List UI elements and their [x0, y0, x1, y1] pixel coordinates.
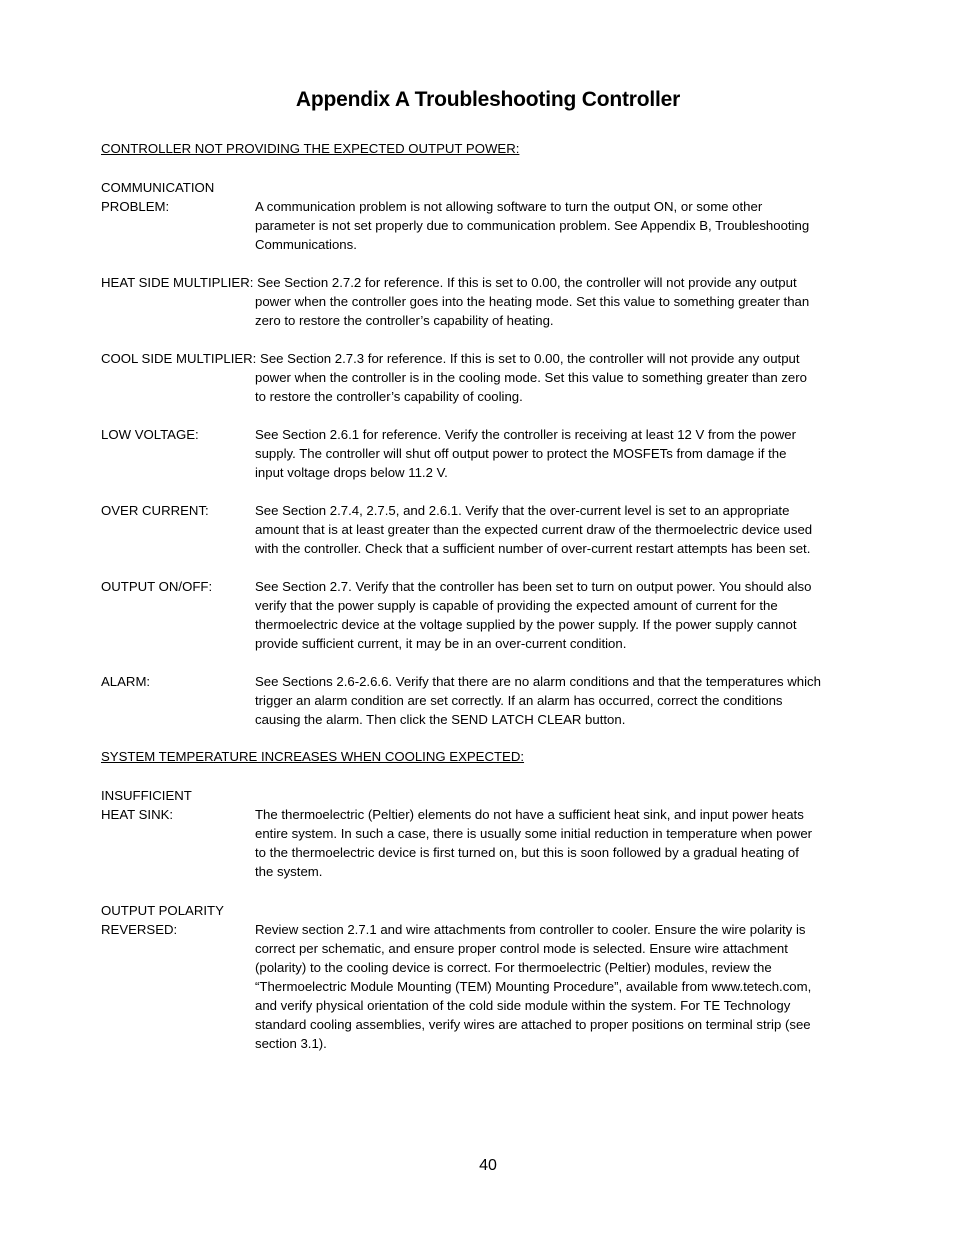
- entry-label: [101, 178, 214, 216]
- entry-text-rest: power when the controller is in the cooling mode. Set this value to something greater than zero to restore the controller’s capability of cooling.: [255, 370, 807, 404]
- entry-text: Review section 2.7.1 and wire attachments from controller to cooler. Ensure the wire polarity is correct per schematic, and ensure proper control mode is selected. Ensure wire attachment (polarity) to the cooling device is correct. For thermoelectric (Peltier) modules, review the “Thermoelectric Module Mounting (TEM) Mounting Procedure”, available from www.tetech.com, and verify physical orientation of the cold side module within the system. For TE Technology standard cooling assemblies, verify wires are attached to proper positions on terminal strip (see section 3.1).: [255, 922, 812, 1051]
- section-heading-temperature-increases: SYSTEM TEMPERATURE INCREASES WHEN COOLING EXPECTED:: [101, 749, 525, 764]
- entry-label: [101, 901, 224, 939]
- entry-text-first: See Section 2.7.3 for reference. If this is set to 0.00, the controller will not provide any output: [260, 351, 800, 366]
- entry-label: LOW VOLTAGE:: [101, 427, 199, 442]
- entry-text: See Section 2.7.4, 2.7.5, and 2.6.1. Verify that the over-current level is set to an appropriate amount that is at least greater than the expected current draw of the thermoelectric device used with the controller. Check that a sufficient number of over-current restart attempts has been set.: [255, 503, 813, 556]
- entry-first-line: [101, 273, 877, 292]
- label-line-1: OUTPUT POLARITY: [101, 903, 224, 918]
- entry-text-rest: power when the controller goes into the heating mode. Set this value to something greater than zero to restore the controller’s capability of heating.: [255, 294, 810, 328]
- label-line-2: HEAT SINK:: [101, 807, 174, 822]
- entry-text: See Section 2.7. Verify that the controller has been set to turn on output power. You should also verify that the power supply is capable of providing the expected amount of current for the thermoelectric device at the voltage supplied by the power supply. If the power supply cannot provide sufficient current, it may be in an over-current condition.: [255, 579, 812, 651]
- entry-text: The thermoelectric (Peltier) elements do not have a sufficient heat sink, and input power heats entire system. In such a case, there is usually some initial reduction in temperature when power to the thermoelectric device is first turned on, but this is soon followed by a gradual heating of the system.: [255, 807, 813, 879]
- entry-label: OVER CURRENT:: [101, 503, 209, 518]
- label-line-1: INSUFFICIENT: [101, 788, 192, 803]
- label-line-2: PROBLEM:: [101, 199, 170, 214]
- label-line-2: REVERSED:: [101, 922, 178, 937]
- entry-label: COOL SIDE MULTIPLIER:: [101, 351, 257, 366]
- entry-text: A communication problem is not allowing software to turn the output ON, or some other parameter is not set properly due to communication problem. See Appendix B, Troubleshooting Communications.: [255, 199, 810, 252]
- page-title: Appendix A Troubleshooting Controller: [295, 88, 681, 111]
- entry-label: ALARM:: [101, 674, 151, 689]
- label-line-1: COMMUNICATION: [101, 180, 215, 195]
- entry-label: OUTPUT ON/OFF:: [101, 579, 213, 594]
- entry-label: [101, 786, 192, 824]
- entry-text: See Section 2.6.1 for reference. Verify the controller is receiving at least 12 V from the power supply. The controller will shut off output power to protect the MOSFETs from damage if the input voltage drops below 11.2 V.: [255, 427, 796, 480]
- section-heading-output-power: CONTROLLER NOT PROVIDING THE EXPECTED OUTPUT POWER:: [101, 141, 520, 156]
- entry-text-first: See Section 2.7.2 for reference. If this is set to 0.00, the controller will not provide any output: [257, 275, 797, 290]
- entry-label: HEAT SIDE MULTIPLIER:: [101, 275, 254, 290]
- entry-first-line: [101, 349, 877, 368]
- entry-text: See Sections 2.6-2.6.6. Verify that there are no alarm conditions and that the temperatures which trigger an alarm condition are set correctly. If an alarm has occurred, correct the conditions causing the alarm. Then click the SEND LATCH CLEAR button.: [255, 674, 821, 727]
- page-number: 40: [479, 1157, 497, 1174]
